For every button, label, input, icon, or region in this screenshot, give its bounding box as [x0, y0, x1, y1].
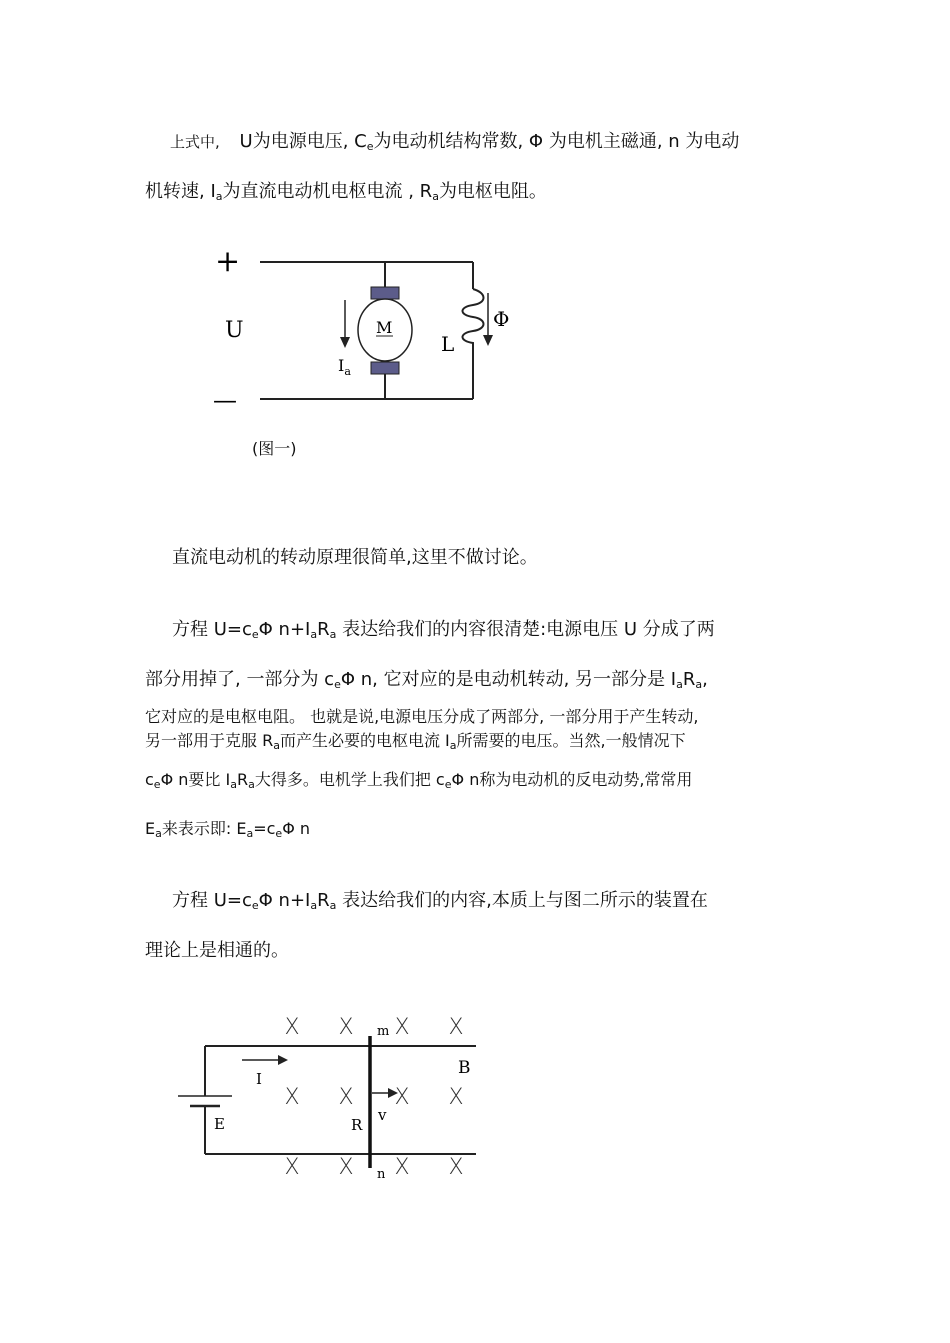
current-arrow-head — [340, 337, 350, 348]
current-label: $I_a$ — [338, 356, 351, 378]
field-cross-mark: X — [338, 1155, 354, 1180]
flux-arrow-head — [483, 335, 493, 346]
field-cross-mark: X — [394, 1015, 410, 1040]
para4-line1: 方程 $U=c_e\Phi$ $n+I_aR_a$ 表达给我们的内容,本质上与图二所示的装置在 — [172, 890, 708, 912]
figure2-rail-diagram — [170, 1008, 500, 1188]
bottom-brush — [371, 362, 399, 374]
field-cross-mark: X — [448, 1085, 464, 1110]
field-cross-mark: X — [448, 1155, 464, 1180]
voltage-label-U: U — [225, 318, 244, 343]
figure1-motor-circuit — [205, 245, 535, 415]
figure1-caption: (图一) — [252, 439, 297, 458]
para1-line1: 上式中, U为电源电压, $C_e$为电动机结构常数, Φ 为电机主磁通, n 为电动 — [170, 131, 740, 153]
motor-label: M — [376, 318, 393, 337]
para3-line4: 另一部用于克服 $R_a$而产生必要的电枢电流 $I_a$所需要的电压。当然,一般情况下 — [145, 731, 686, 752]
para1-lead: 上式中, — [170, 133, 220, 151]
current-label-I: I — [256, 1070, 262, 1088]
minus-sign: — — [213, 386, 237, 414]
plus-sign: + — [215, 244, 241, 279]
top-brush — [371, 287, 399, 299]
para3-line2: 部分用掉了, 一部分为 $c_e\Phi$ n, 它对应的是电动机转动, 另一部分是 $I_aR_a$, — [145, 669, 708, 691]
inductor-label-L: L — [441, 332, 455, 356]
inductor-coil — [463, 289, 484, 349]
field-cross-mark: X — [284, 1155, 300, 1180]
battery-label-E: E — [214, 1115, 225, 1133]
para2: 直流电动机的转动原理很简单,这里不做讨论。 — [172, 547, 538, 568]
field-cross-mark: X — [448, 1015, 464, 1040]
field-cross-mark: X — [394, 1155, 410, 1180]
para1-line2: 机转速, $I_a$为直流电动机电枢电流 , $R_a$为电枢电阻。 — [145, 181, 547, 203]
field-cross-mark: X — [394, 1085, 410, 1110]
para3-line1: 方程 $U=c_e\Phi$ $n+I_aR_a$ 表达给我们的内容很清楚:电源电压 U 分成了两 — [172, 619, 715, 641]
para3-line3: 它对应的是电枢电阻。 也就是说,电源电压分成了两部分, 一部分用于产生转动, — [145, 707, 699, 726]
para3-line6: $E_a$来表示即: $E_a=c_e\Phi$ n — [145, 819, 311, 840]
field-cross-mark: X — [284, 1015, 300, 1040]
magnetic-field-crosses — [284, 1015, 463, 1180]
flux-label: Φ — [493, 307, 510, 331]
field-label-B: B — [458, 1058, 471, 1078]
rod-end-m: m — [377, 1024, 390, 1039]
field-cross-mark: X — [284, 1085, 300, 1110]
para4-line2: 理论上是相通的。 — [145, 940, 289, 961]
velocity-label-v: v — [378, 1106, 387, 1124]
resistance-label-R: R — [351, 1116, 363, 1134]
current-arrow-head — [278, 1055, 288, 1065]
rod-end-n: n — [377, 1167, 386, 1182]
field-cross-mark: X — [338, 1085, 354, 1110]
para3-line5: $c_e\Phi$ n要比 $I_aR_a$大得多。电机学上我们把 $c_e\Phi$ n称为电动机的反电动势,常常用 — [145, 770, 693, 791]
field-cross-mark: X — [338, 1015, 354, 1040]
